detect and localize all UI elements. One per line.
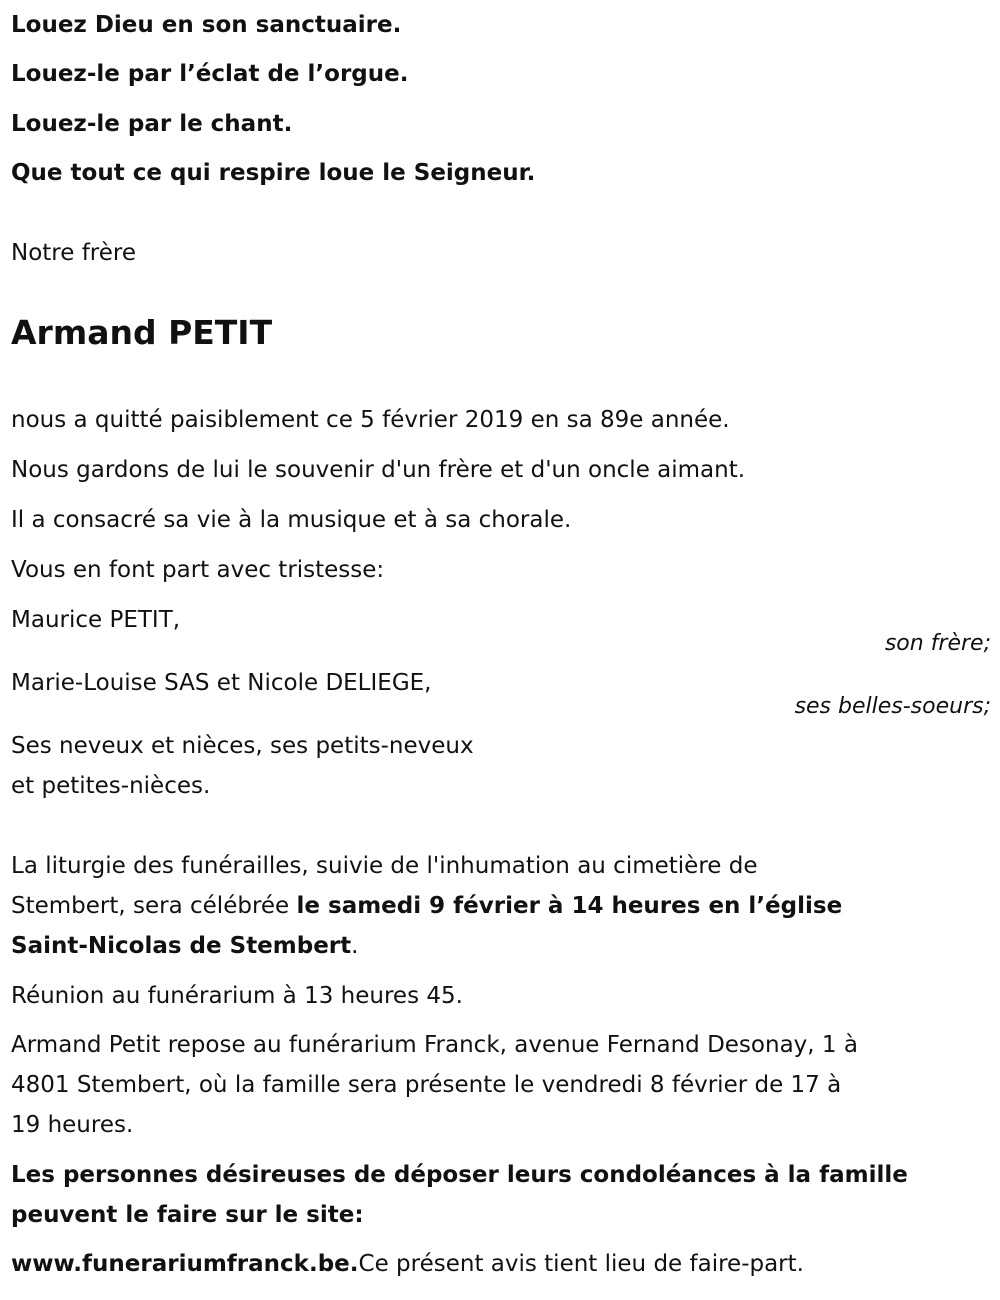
verse-line-4: Que tout ce qui respire loue le Seigneur. — [11, 160, 536, 186]
body-line-4: Vous en font part avec tristesse: — [11, 557, 385, 583]
website-link[interactable]: www.funerariumfranck.be. — [11, 1251, 359, 1277]
deceased-name: Armand PETIT — [11, 313, 273, 352]
verse-line-1: Louez Dieu en son sanctuaire. — [11, 12, 402, 38]
footer-note: Ce présent avis tient lieu de faire-part. — [358, 1251, 804, 1277]
funeral-line-1: La liturgie des funérailles, suivie de l'inhumation au cimetière de — [11, 853, 758, 879]
family-relation-2: ses belles-soeurs; — [794, 694, 991, 719]
funeral-line-3-end: . — [351, 933, 359, 959]
rest-line-2: 4801 Stembert, où la famille sera présente le vendredi 8 février de 17 à — [11, 1072, 842, 1098]
funeral-church: Saint-Nicolas de Stembert — [11, 933, 352, 959]
family-member-3-line-1: Ses neveux et nièces, ses petits-neveux — [11, 733, 474, 759]
condolences-line-2: peuvent le faire sur le site: — [11, 1202, 364, 1228]
meeting-text: Réunion au funérarium à 13 heures 45. — [11, 983, 463, 1009]
family-member-3-line-2: et petites-nièces. — [11, 773, 211, 799]
body-line-3: Il a consacré sa vie à la musique et à sa chorale. — [11, 507, 572, 533]
funeral-line-2-text: Stembert, sera célébrée — [11, 893, 297, 919]
family-relation-1: son frère; — [884, 631, 991, 656]
verse-line-2: Louez-le par l’éclat de l’orgue. — [11, 61, 409, 87]
footer-line — [11, 1249, 804, 1279]
rest-line-1: Armand Petit repose au funérarium Franck, avenue Fernand Desonay, 1 à — [11, 1032, 858, 1058]
intro-text: Notre frère — [11, 240, 137, 266]
funeral-date-time: le samedi 9 février à 14 heures en l’église — [296, 893, 843, 919]
family-member-2: Marie-Louise SAS et Nicole DELIEGE, — [11, 670, 432, 696]
condolences-line-1: Les personnes désireuses de déposer leurs condoléances à la famille — [11, 1162, 908, 1188]
body-line-2: Nous gardons de lui le souvenir d'un frère et d'un oncle aimant. — [11, 457, 746, 483]
rest-line-3: 19 heures. — [11, 1112, 134, 1138]
funeral-line-2 — [11, 891, 842, 921]
funeral-line-3 — [11, 931, 358, 961]
family-member-1: Maurice PETIT, — [11, 607, 181, 633]
verse-line-3: Louez-le par le chant. — [11, 111, 293, 137]
body-line-1: nous a quitté paisiblement ce 5 février 2019 en sa 89e année. — [11, 407, 730, 433]
